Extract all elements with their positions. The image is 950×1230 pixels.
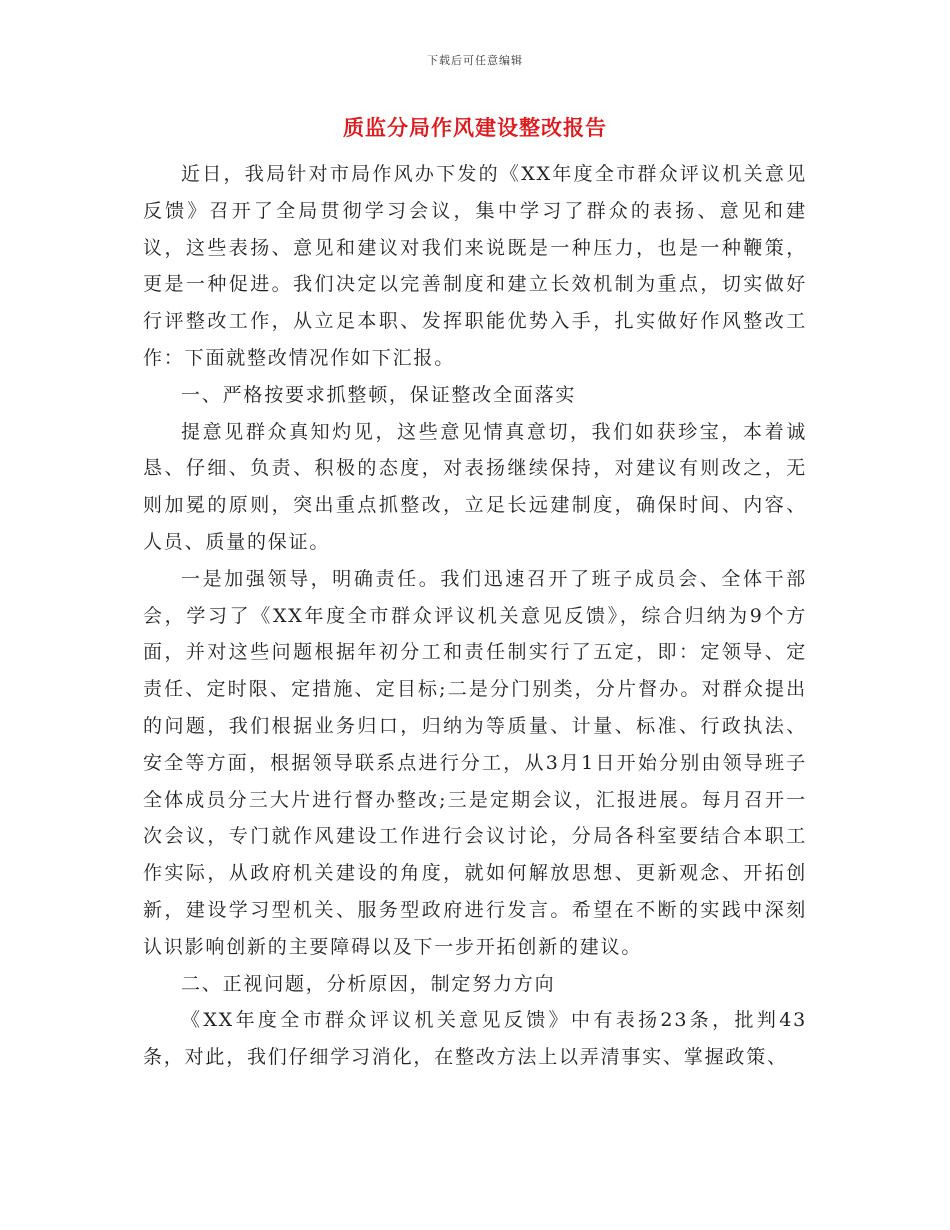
page-header-note: 下载后可任意编辑 <box>427 54 523 67</box>
document-title: 质监分局作风建设整改报告 <box>343 115 607 140</box>
paragraph-attitude: 提意见群众真知灼见，这些意见情真意切，我们如获珍宝，本着诚恳、仔细、负责、积极的态度，对表扬继续保持，对建议有则改之，无则加冕的原则，突出重点抓整改，立足长远建制度，确保时间、内容、人员、质量的保证。 <box>143 420 807 553</box>
paragraph-measures: 一是加强领导，明确责任。我们迅速召开了班子成员会、全体干部会，学习了《XX年度全市群众评议机关意见反馈》，综合归纳为9个方面，并对这些问题根据年初分工和责任制实行了五定，即：定领导、定责任、定时限、定措施、定目标;二是分门别类，分片督办。对群众提出的问题，我们根据业务归口，归纳为等质量、计量、标准、行政执法、安全等方面，根据领导联系点进行分工，从3月1日开始分别由领导班子全体成员分三大片进行督办整改;三是定期会议，汇报进展。每月召开一次会议，专门就作风建设工作进行会议讨论，分局各科室要结合本职工作实际，从政府机关建设的角度，就如何解放思想、更新观念、开拓创新，建设学习型机关、服务型政府进行发言。希望在不断的实践中深刻认识影响创新的主要障碍以及下一步开拓创新的建议。 <box>143 567 807 958</box>
paragraph-feedback: 《XX年度全市群众评议机关意见反馈》中有表扬23条，批判43条，对此，我们仔细学习消化，在整改方法上以弄清事实、掌握政策、 <box>143 1009 807 1069</box>
document-body <box>143 156 807 1076</box>
section-heading-2: 二、正视问题，分析原因，制定努力方向 <box>181 972 556 995</box>
paragraph-intro: 近日，我局针对市局作风办下发的《XX年度全市群众评议机关意见反馈》召开了全局贯彻学习会议，集中学习了群众的表扬、意见和建议，这些表扬、意见和建议对我们来说既是一种压力，也是一种鞭策，更是一种促进。我们决定以完善制度和建立长效机制为重点，切实做好行评整改工作，从立足本职、发挥职能优势入手，扎实做好作风整改工作：下面就整改情况作如下汇报。 <box>143 163 807 369</box>
section-heading-1: 一、严格按要求抓整顿，保证整改全面落实 <box>181 383 577 406</box>
